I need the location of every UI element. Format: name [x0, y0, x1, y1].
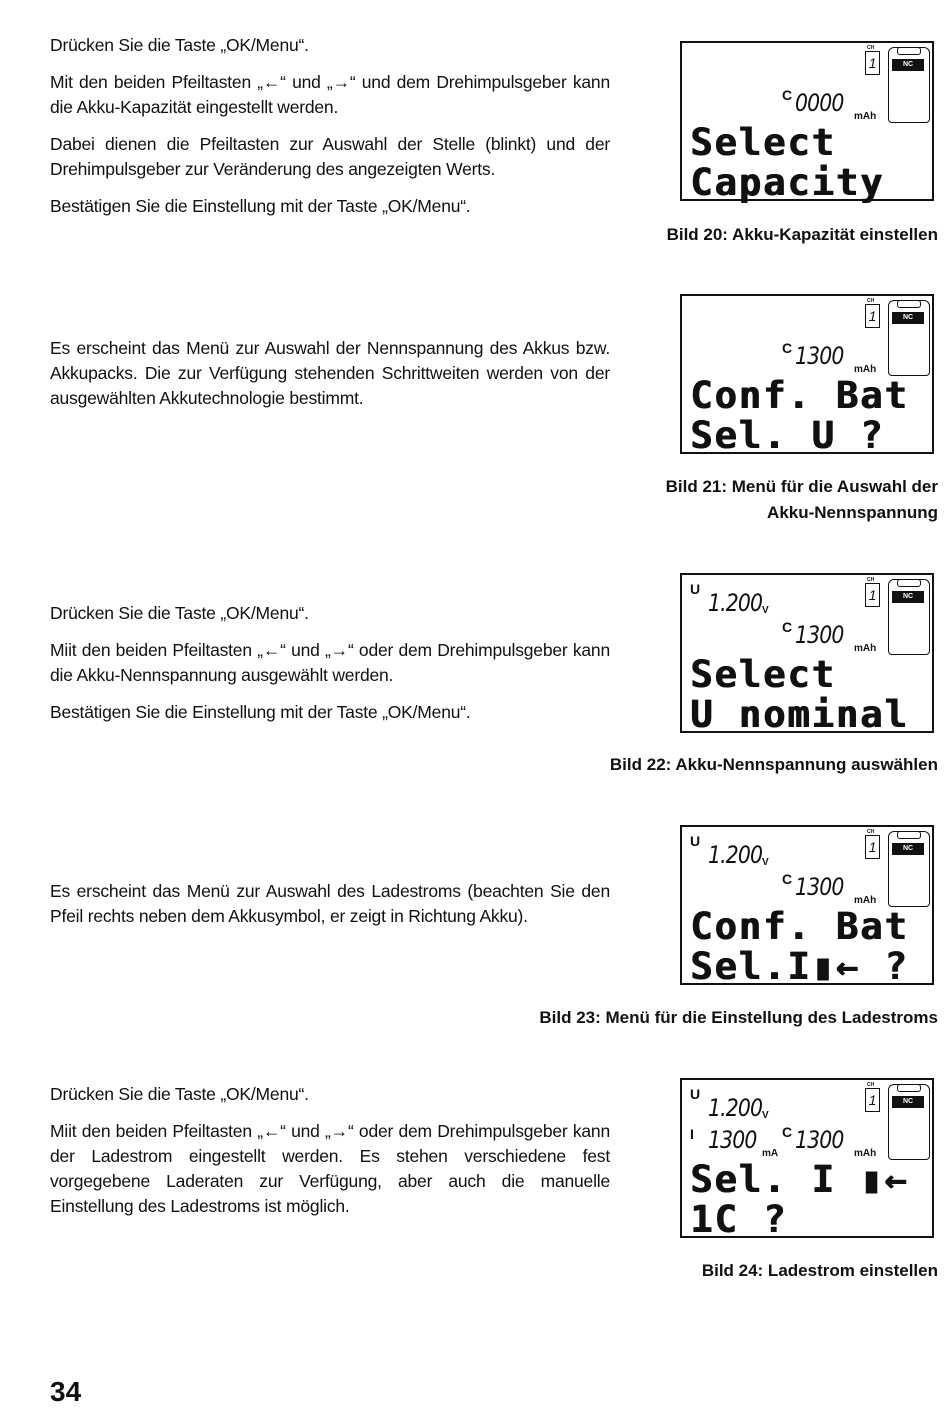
battery-type-label: NC: [892, 1096, 924, 1108]
voltage-value: 1.200: [708, 589, 763, 617]
capacity-label: C: [782, 619, 793, 635]
capacity-unit: mAh: [854, 643, 877, 654]
channel-label: CH: [867, 1082, 875, 1088]
lcd-line-1: Conf. Bat: [690, 374, 909, 417]
paragraph: Es erscheint das Menü zur Auswahl des Ladestroms (beachten Sie den Pfeil rechts neben dem Akkusymbol, er zeigt in Richtung Akku).: [50, 881, 610, 926]
lcd-line-1: Sel. I ▮←: [690, 1158, 909, 1201]
instruction-text: [50, 601, 610, 737]
battery-type-label: NC: [892, 59, 924, 71]
paragraph: Miit den beiden Pfeiltasten „←“ und „→“ oder dem Drehimpulsgeber kann die Akku-Nennspannung ausgewählt werden.: [50, 640, 610, 685]
paragraph: Miit den beiden Pfeiltasten „←“ und „→“ oder dem Drehimpulsgeber kann der Ladestrom eingestellt werden. Es stehen verschiedene fest vorgegebene Laderaten zur Verfügung, aber auch die manuelle Einstellung des Ladestroms ist möglich.: [50, 1121, 610, 1216]
caption-line: Bild 21: Menü für die Auswahl der: [665, 477, 938, 496]
channel-indicator: 1: [865, 51, 880, 75]
lcd-line-1: Conf. Bat: [690, 905, 909, 948]
lcd-line-2: Capacity: [690, 161, 885, 204]
lcd-display: [680, 41, 934, 204]
lcd-display: [680, 825, 934, 988]
battery-type-label: NC: [892, 312, 924, 324]
instruction-text: [50, 1082, 610, 1231]
voltage-unit: V: [762, 857, 769, 868]
capacity-value: 1300: [795, 621, 844, 649]
paragraph: Bestätigen Sie die Einstellung mit der Taste „OK/Menu“.: [50, 196, 471, 216]
lcd-line-1: Select: [690, 121, 836, 164]
lcd-display: [680, 1078, 934, 1241]
paragraph: Drücken Sie die Taste „OK/Menu“.: [50, 603, 309, 623]
capacity-label: C: [782, 340, 793, 356]
voltage-unit: V: [762, 605, 769, 616]
paragraph: Dabei dienen die Pfeiltasten zur Auswahl der Stelle (blinkt) und der Drehimpulsgeber zur Veränderung des angezeigten Werts.: [50, 134, 610, 179]
battery-icon: [888, 47, 930, 123]
caption-line: Bild 22: Akku-Nennspannung auswählen: [609, 755, 938, 774]
battery-cap: [897, 579, 921, 587]
battery-icon: [888, 831, 930, 907]
capacity-unit: mAh: [854, 364, 877, 375]
current-value: 1300: [708, 1126, 757, 1154]
channel-indicator: 1: [865, 835, 880, 859]
battery-icon: [888, 1084, 930, 1160]
instruction-text: [50, 33, 610, 231]
instruction-text: [50, 336, 610, 423]
capacity-value: 0000: [795, 89, 844, 117]
voltage-value: 1.200: [708, 841, 763, 869]
figure-caption: [667, 222, 938, 248]
caption-line: Akku-Nennspannung: [767, 503, 938, 522]
battery-cap: [897, 831, 921, 839]
paragraph: Drücken Sie die Taste „OK/Menu“.: [50, 1084, 309, 1104]
battery-cap: [897, 1084, 921, 1092]
channel-label: CH: [867, 45, 875, 51]
channel-indicator: 1: [865, 1088, 880, 1112]
paragraph: Mit den beiden Pfeiltasten „←“ und „→“ und dem Drehimpulsgeber kann die Akku-Kapazität eingestellt werden.: [50, 72, 610, 117]
lcd-line-1: Select: [690, 653, 836, 696]
paragraph: Bestätigen Sie die Einstellung mit der Taste „OK/Menu“.: [50, 702, 471, 722]
paragraph: Drücken Sie die Taste „OK/Menu“.: [50, 35, 309, 55]
figure-caption: [702, 1258, 938, 1284]
paragraph: Es erscheint das Menü zur Auswahl der Nennspannung des Akkus bzw. Akkupacks. Die zur Verfügung stehenden Schrittweiten werden von der ausgewählten Akkutechnologie bestimmt.: [50, 338, 610, 408]
voltage-value: 1.200: [708, 1094, 763, 1122]
caption-line: Bild 24: Ladestrom einstellen: [701, 1261, 938, 1280]
capacity-label: C: [782, 1124, 793, 1140]
channel-label: CH: [867, 577, 875, 583]
capacity-value: 1300: [795, 342, 844, 370]
channel-indicator: 1: [865, 583, 880, 607]
voltage-label: U: [690, 1086, 701, 1102]
battery-type-label: NC: [892, 843, 924, 855]
figure-caption: [666, 474, 938, 526]
channel-label: CH: [867, 298, 875, 304]
current-label: I: [690, 1126, 694, 1142]
page-number: 34: [50, 1376, 82, 1407]
figure-caption: [610, 752, 938, 778]
lcd-line-2: 1C ?: [690, 1198, 788, 1241]
figure-caption: [539, 1005, 938, 1031]
current-unit: mA: [762, 1148, 779, 1159]
caption-line: Bild 23: Menü für die Einstellung des Ladestroms: [539, 1008, 938, 1027]
instruction-text: [50, 879, 610, 941]
channel-label: CH: [867, 829, 875, 835]
lcd-display: [680, 294, 934, 457]
capacity-unit: mAh: [854, 895, 877, 906]
capacity-unit: mAh: [854, 1148, 877, 1159]
battery-cap: [897, 47, 921, 55]
battery-icon: [888, 579, 930, 655]
battery-type-label: NC: [892, 591, 924, 603]
voltage-label: U: [690, 581, 701, 597]
capacity-label: C: [782, 87, 793, 103]
capacity-value: 1300: [795, 873, 844, 901]
battery-icon: [888, 300, 930, 376]
caption-line: Bild 20: Akku-Kapazität einstellen: [666, 225, 938, 244]
capacity-value: 1300: [795, 1126, 844, 1154]
battery-cap: [897, 300, 921, 308]
capacity-unit: mAh: [854, 111, 877, 122]
voltage-label: U: [690, 833, 701, 849]
channel-indicator: 1: [865, 304, 880, 328]
lcd-line-2: Sel. U ?: [690, 414, 885, 457]
lcd-display: [680, 573, 934, 736]
voltage-unit: V: [762, 1110, 769, 1121]
capacity-label: C: [782, 871, 793, 887]
lcd-line-2: U nominal: [690, 693, 909, 736]
lcd-line-2: Sel.I▮← ?: [690, 945, 909, 988]
